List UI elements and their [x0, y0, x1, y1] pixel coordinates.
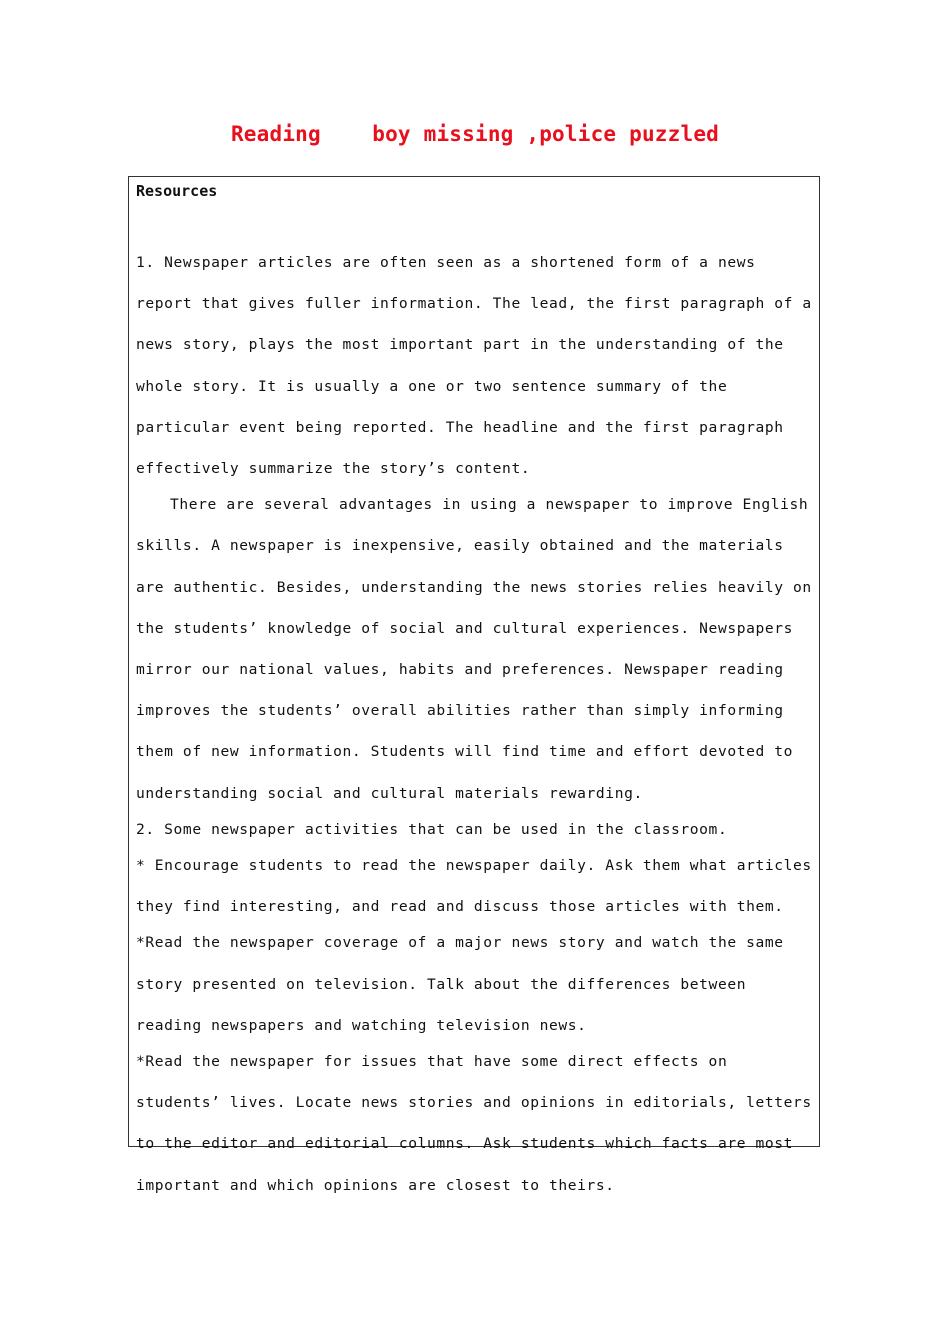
activity-item-1: * Encourage students to read the newspaper daily. Ask them what articles they find interesting, and read and discuss those articles with them.: [136, 857, 812, 916]
title-part-1: Reading: [230, 122, 321, 146]
resources-content: [136, 180, 816, 1206]
paragraph-advantages: There are several advantages in using a newspaper to improve English skills. A newspaper is inexpensive, easily obtained and the materials are authentic. Besides, understanding the news stories relies heavily on the students’ knowledge of social and cultural experiences. Newspapers mirror our national values, habits and preferences. Newspaper reading improves the students’ overall abilities rather than simply informing them of new information. Students will find time and effort devoted to understanding social and cultural materials rewarding.: [136, 496, 812, 802]
section-heading: Resources: [136, 182, 218, 200]
title-part-2: boy missing ,police puzzled: [372, 122, 720, 146]
paragraph-intro: 1. Newspaper articles are often seen as a shortened form of a news report that gives fuller information. The lead, the first paragraph of a news story, plays the most important part in the understanding of the whole story. It is usually a one or two sentence summary of the particular event being reported. The headline and the first paragraph effectively summarize the story’s content.: [136, 254, 812, 478]
paragraph-activities-heading: 2. Some newspaper activities that can be used in the classroom.: [136, 820, 728, 838]
activity-item-2: *Read the newspaper coverage of a major news story and watch the same story presented on television. Talk about the differences between reading newspapers and watching television news.: [136, 934, 784, 1034]
page-title: [0, 122, 950, 146]
activity-item-3: *Read the newspaper for issues that have some direct effects on students’ lives. Locate news stories and opinions in editorials, letters to the editor and editorial columns. Ask students which facts are most important and which opinions are closest to theirs.: [136, 1053, 812, 1194]
